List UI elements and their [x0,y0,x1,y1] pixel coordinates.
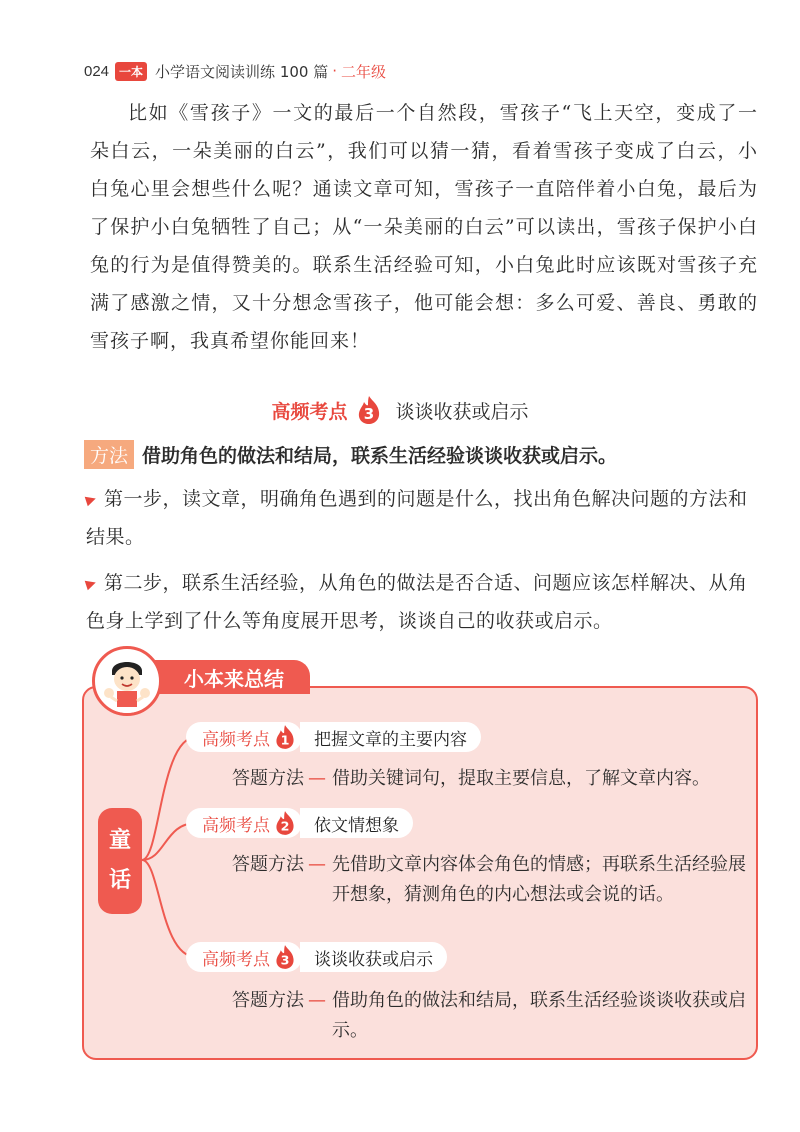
section-number: 3 [363,405,374,423]
dash-connector: — [308,854,326,875]
key-point-pill [186,942,302,972]
answer-label: 答题方法 [232,990,304,1011]
key-point-number: 1 [280,732,290,748]
answer-label: 答题方法 [232,768,304,789]
dash-connector: — [308,768,326,789]
book-series-title: 小学语文阅读训练 100 篇 [155,62,329,81]
key-point-title: 把握文章的主要内容 [300,722,481,752]
key-point-label: 高频考点 [202,729,270,750]
genre-char: 话 [108,868,131,893]
key-point-1 [186,720,481,754]
header-separator: · [332,62,337,80]
key-point-label: 高频考点 [202,949,270,970]
answer-method-3 [232,986,752,1046]
key-point-pill [186,808,302,838]
answer-label: 答题方法 [232,854,304,875]
flame-number-icon [274,809,296,837]
brand-logo: 一本 [115,62,147,81]
summary-tab: 小本来总结 [150,660,310,694]
grade-label: 二年级 [341,62,387,81]
page-number: 024 [84,62,110,80]
key-point-pill [186,722,302,752]
flame-number-icon [274,723,296,751]
answer-method-2 [232,850,752,910]
key-point-3 [186,940,447,974]
step-two-text: 第二步，联系生活经验，从角色的做法是否合适、问题应该怎样解决、从角色身上学到了什么等角度展开思考，谈谈自己的收获或启示。 [86,572,748,632]
key-point-number: 3 [280,952,290,968]
step-one-text: 第一步，读文章，明确角色遇到的问题是什么，找出角色解决问题的方法和结果。 [86,488,748,548]
answer-method-1 [232,764,752,794]
key-point-number: 2 [280,818,290,834]
dash-connector: — [308,990,326,1011]
section-label: 高频考点 [271,400,348,423]
answer-text: 先借助文章内容体会角色的情感；再联系生活经验展开想象，猜测角色的内心想法或会说的话。 [332,854,746,905]
answer-text: 借助角色的做法和结局，联系生活经验谈谈收获或启示。 [332,990,746,1041]
key-point-title: 谈谈收获或启示 [300,942,447,972]
genre-char: 童 [108,828,131,853]
method-tag: 方法 [84,440,134,469]
flame-number-icon [274,943,296,971]
key-point-title: 依文情想象 [300,808,413,838]
key-point-label: 高频考点 [202,815,270,836]
method-text: 借助角色的做法和结局，联系生活经验谈谈收获或启示。 [142,445,618,467]
answer-text: 借助关键词句，提取主要信息，了解文章内容。 [332,768,710,789]
intro-paragraph: 比如《雪孩子》一文的最后一个自然段，雪孩子“飞上天空，变成了一朵白云，一朵美丽的白云”，我们可以猜一猜，看着雪孩子变成了白云，小白兔心里会想些什么呢？通读文章可知，雪孩子一直陪伴着小白兔，最后为了保护小白兔牺牲了自己；从“一朵美丽的白云”可以读出，雪孩子保护小白兔的行为是值得赞美的。联系生活经验可知，小白兔此时应该既对雪孩子充满了感激之情，又十分想念雪孩子，他可能会想：多么可爱、善良、勇敢的雪孩子啊，我真希望你能回来！ [90,102,758,352]
key-point-2 [186,806,413,840]
genre-label [98,808,142,914]
section-topic: 谈谈收获或启示 [395,400,529,423]
